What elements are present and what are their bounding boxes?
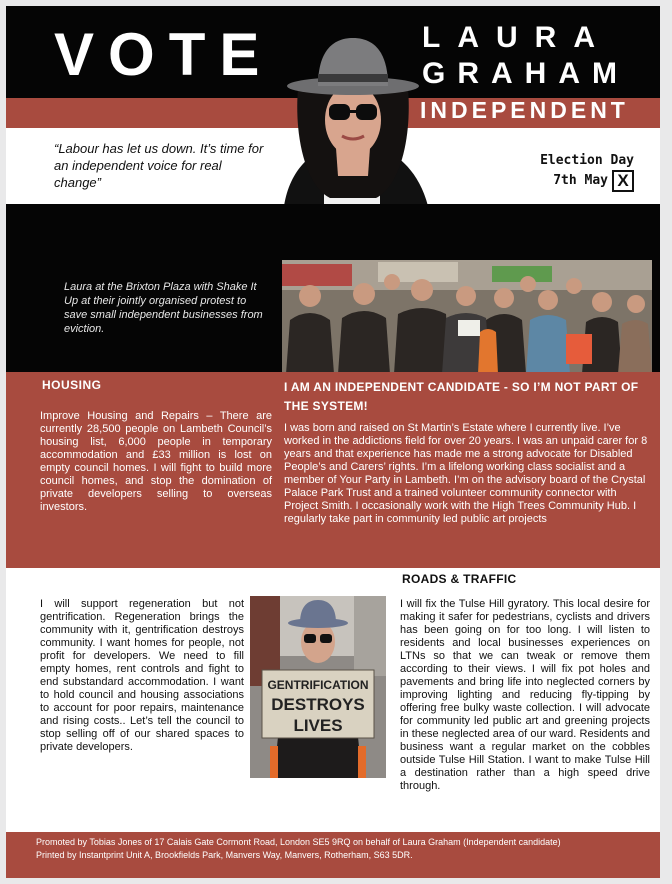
sign-line-2: DESTROYS bbox=[271, 695, 365, 714]
last-name: GRAHAM bbox=[422, 57, 629, 90]
protest-crowd-photo bbox=[282, 260, 652, 374]
leaflet-page bbox=[6, 6, 660, 878]
election-date: 7th May bbox=[553, 173, 608, 188]
imprint-printed-by: Printed by Instantprint Unit A, Brookfields Park, Manvers Way, Manvers, Rotherham, S63 5DR. bbox=[36, 850, 413, 860]
election-day-box bbox=[506, 152, 634, 192]
housing-heading: HOUSING bbox=[42, 378, 102, 392]
independent-heading: I AM AN INDEPENDENT CANDIDATE - SO I’M NOT PART OF THE SYSTEM! bbox=[284, 380, 639, 413]
roads-heading: ROADS & TRAFFIC bbox=[402, 572, 517, 586]
independent-body: I was born and raised on St Martin’s Estate where I currently live. I’ve worked in the addictions field for over 20 years. I was an unpaid carer for 8 years and that experience has made me a strong advocate for Disabled People’s and Carers’ rights. I’m a lifelong working class socialist and a member of Your Party in Lambeth. I’m on the advisory board of the Crystal Palace Park Trust and a trained volunteer community connector with Project Smith. I occasionally work with the High Trees Community Hub. I regularly take part in community led public art projects bbox=[284, 422, 648, 525]
photo-caption: Laura at the Brixton Plaza with Shake It Up at their jointly organised protest to save small independent businesses from eviction. bbox=[64, 281, 263, 335]
sign-line-1: GENTRIFICATION bbox=[267, 678, 369, 692]
election-day-label: Election Day bbox=[540, 153, 634, 168]
regeneration-body: I will support regeneration but not gentrification. Regeneration brings the community with it, gentrification destroys community. I want homes for people, not profit for developers. We need to fill empty homes, rent controls and fight to end substandard accommodation. I want to hold council and housing associations to account for poor repairs, maintenance and rising costs.. Let’s tell the council to stop selling off of our shared spaces to private developers. bbox=[40, 598, 244, 753]
housing-body: Improve Housing and Repairs – There are currently 28,500 people on Lambeth Council’s housing list, 6,000 people in temporary accommodation and £33 million is lost on empty council homes. I will fight to build more council homes, and stop the domination of private developers selling to overseas investors. bbox=[40, 410, 272, 513]
ballot-x-box: X bbox=[612, 170, 634, 192]
sign-line-3: LIVES bbox=[293, 716, 343, 735]
roads-body: I will fix the Tulse Hill gyratory. This local desire for making it safer for pedestrians, cyclists and drivers has been going on for too long. I will listen to residents and local businesses experiences on LTNs so that we can tweak or remove them according to their views. I will fix pot holes and pavements and bring life into neglected corners by improving lighting and reducing fly-tipping by offering free bulky waste collection. I will advocate for community led public art and greening projects in these neglected area of our ward. Residents and business want a regular market on the cobbles outside Tulse Hill Station. I want to make Tulse Hill a destination rather than a high speed drive through. bbox=[400, 598, 650, 792]
vote-heading: VOTE bbox=[54, 21, 274, 88]
gentrification-protest-photo bbox=[250, 596, 386, 778]
candidate-portrait bbox=[268, 28, 438, 206]
independent-tagline: INDEPENDENT bbox=[420, 97, 629, 123]
imprint-promoted-by: Promoted by Tobias Jones of 17 Calais Gate Cormont Road, London SE5 9RQ on behalf of Laura Graham (Independent candidate) bbox=[36, 837, 561, 847]
candidate-quote: “Labour has let us down. It’s time for an independent voice for real change” bbox=[54, 141, 264, 190]
first-name: LAURA bbox=[422, 21, 612, 54]
